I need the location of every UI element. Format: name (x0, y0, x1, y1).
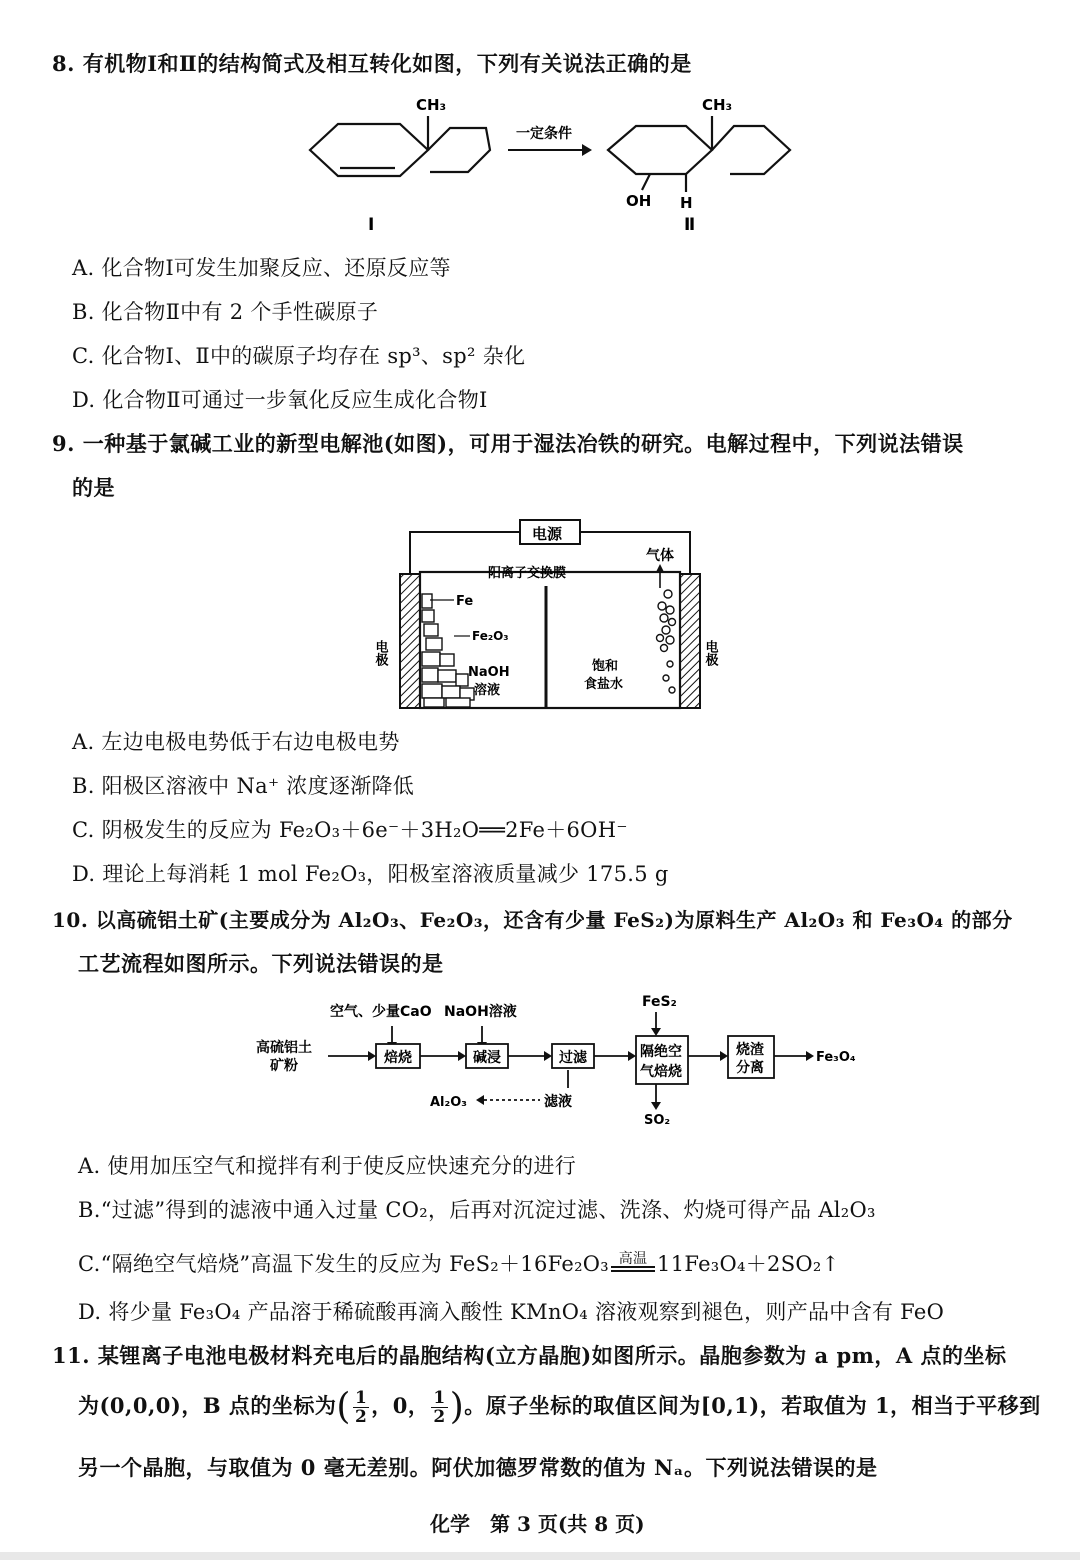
q9-option-b: B. 阳极区溶液中 Na⁺ 浓度逐渐降低 (72, 774, 415, 798)
input-fes2: FeS₂ (642, 994, 677, 1010)
q10-option-d: D. 将少量 Fe₃O₄ 产品溶于稀硫酸再滴入酸性 KMnO₄ 溶液观察到褪色，则产品中含有 FeO (78, 1300, 945, 1324)
q9-stem-line1: 9. 一种基于氯碱工业的新型电解池(如图)，可用于湿法冶铁的研究。电解过程中，下列说法错误 (52, 431, 964, 456)
q9-option-a: A. 左边电极电势低于右边电极电势 (72, 730, 400, 754)
filtrate-label: 滤液 (544, 1094, 572, 1110)
fe2o3-label: Fe₂O₃ (472, 629, 509, 643)
q8-option-a: A. 化合物Ⅰ可发生加聚反应、还原反应等 (72, 256, 451, 280)
raw-material-label-2: 矿粉 (270, 1058, 298, 1074)
condition-high-temp: 高温 (618, 1251, 648, 1267)
step-filter: 过滤 (559, 1050, 587, 1066)
q8-option-c: C. 化合物Ⅰ、Ⅱ中的碳原子均存在 sp³、sp² 杂化 (72, 344, 526, 368)
fraction-half-z: $\frac{1}{2}$ (433, 1388, 446, 1427)
page-footer: 化学 第 3 页(共 8 页) (430, 1512, 645, 1536)
q11-line2-post: 。原子坐标的取值区间为[0,1)，若取值为 1，相当于平移到 (464, 1393, 1041, 1418)
brine-label-2: 食盐水 (584, 677, 624, 692)
step-air-isolated-roast: 隔绝空 (640, 1044, 682, 1060)
q10-option-b: B.“过滤”得到的滤液中通入过量 CO₂，后再对沉淀过滤、洗涤、灼烧可得产品 Al₂O₃ (78, 1198, 876, 1222)
raw-material-label: 高硫铝土 (256, 1040, 312, 1056)
compound-ii-label: Ⅱ (684, 215, 696, 235)
q11-coord-mid: ，0， (371, 1393, 430, 1418)
output-al2o3: Al₂O₃ (430, 1095, 467, 1110)
q11-line2-pre: 为(0,0,0)，B 点的坐标为 (78, 1393, 337, 1418)
fe-label: Fe (456, 594, 474, 609)
brine-label: 饱和 (592, 659, 619, 674)
q11-line1: 11. 某锂离子电池电极材料充电后的晶胞结构(立方晶胞)如图所示。晶胞参数为 a pm，A 点的坐标 (52, 1343, 1007, 1368)
right-electrode-label: 电极 (702, 640, 718, 666)
oh-label: OH (626, 192, 652, 210)
compound-i-structure (310, 116, 490, 176)
q8-stem: 8. 有机物Ⅰ和Ⅱ的结构简式及相互转化如图，下列有关说法正确的是 (52, 51, 692, 76)
fe2o3-deposit (422, 594, 474, 707)
gas-up-arrow-icon (656, 564, 664, 572)
step-alkali-leach: 碱浸 (473, 1050, 501, 1066)
naoh-solution-label: 溶液 (474, 683, 501, 698)
q8-option-d: D. 化合物Ⅱ可通过一步氧化反应生成化合物Ⅰ (72, 388, 488, 412)
step-slag-separation: 烧渣 (736, 1042, 764, 1058)
process-flow-figure (250, 990, 870, 1130)
naoh-label: NaOH (468, 665, 510, 680)
q10-option-a: A. 使用加压空气和搅拌有利于使反应快速充分的进行 (78, 1154, 577, 1178)
output-so2: SO₂ (644, 1113, 671, 1128)
compound-i-label: Ⅰ (368, 215, 375, 235)
right-electrode (680, 574, 700, 708)
membrane-label: 阳离子交换膜 (488, 566, 567, 581)
q9-option-c: C. 阴极发生的反应为 Fe₂O₃＋6e⁻＋3H₂O══2Fe＋6OH⁻ (72, 818, 628, 842)
q10-stem-line1: 10. 以高硫铝土矿(主要成分为 Al₂O₃、Fe₂O₃，还含有少量 FeS₂)为原料生产 Al₂O₃ 和 Fe₃O₄ 的部分 (52, 908, 1013, 932)
q8-structure-figure (290, 88, 810, 238)
q8-option-b: B. 化合物Ⅱ中有 2 个手性碳原子 (72, 300, 379, 324)
h-label: H (680, 194, 693, 212)
q11-line2: 为(0,0,0)，B 点的坐标为( $\frac{1}{2}$ ，0， $\frac{1}{2}$ )。原子坐标的取值区间为[0,1)，若取值为 1，相当于平移到 (78, 1386, 1041, 1428)
step-slag-separation-2: 分离 (736, 1060, 764, 1076)
arrow-condition-label: 一定条件 (516, 126, 572, 142)
page-bottom-edge (0, 1552, 1080, 1560)
methyl-left-label: CH₃ (416, 96, 447, 114)
reaction-condition (611, 1252, 655, 1278)
gas-label: 气体 (646, 548, 674, 564)
q10-option-c-post: 11Fe₃O₄＋2SO₂↑ (657, 1252, 840, 1276)
input-naoh: NaOH溶液 (444, 1004, 517, 1020)
gas-bubbles (657, 590, 676, 693)
electrolysis-cell-figure (370, 514, 730, 714)
q10-option-c-pre: C.“隔绝空气焙烧”高温下发生的反应为 FeS₂＋16Fe₂O₃ (78, 1252, 610, 1276)
methyl-right-label: CH₃ (702, 96, 733, 114)
power-label: 电源 (532, 525, 563, 543)
step-roast: 焙烧 (384, 1050, 412, 1066)
q10-stem-line2: 工艺流程如图所示。下列说法错误的是 (78, 951, 444, 976)
q11-line3: 另一个晶胞，与取值为 0 毫无差别。阿伏加德罗常数的值为 Nₐ。下列说法错误的是 (78, 1455, 878, 1480)
compound-ii-structure (608, 116, 790, 192)
output-fe3o4: Fe₃O₄ (816, 1050, 856, 1065)
q9-stem-line2: 的是 (72, 475, 115, 500)
left-electrode (400, 574, 420, 708)
q9-option-d: D. 理论上每消耗 1 mol Fe₂O₃，阳极室溶液质量减少 175.5 g (72, 862, 669, 886)
step-air-isolated-roast-2: 气焙烧 (640, 1064, 682, 1080)
q10-option-c (78, 1248, 840, 1278)
left-electrode-label: 电极 (372, 640, 388, 666)
reaction-arrow-icon (582, 144, 592, 156)
fraction-half-x: $\frac{1}{2}$ (354, 1388, 368, 1427)
input-air-cao: 空气、少量CaO (330, 1004, 432, 1020)
